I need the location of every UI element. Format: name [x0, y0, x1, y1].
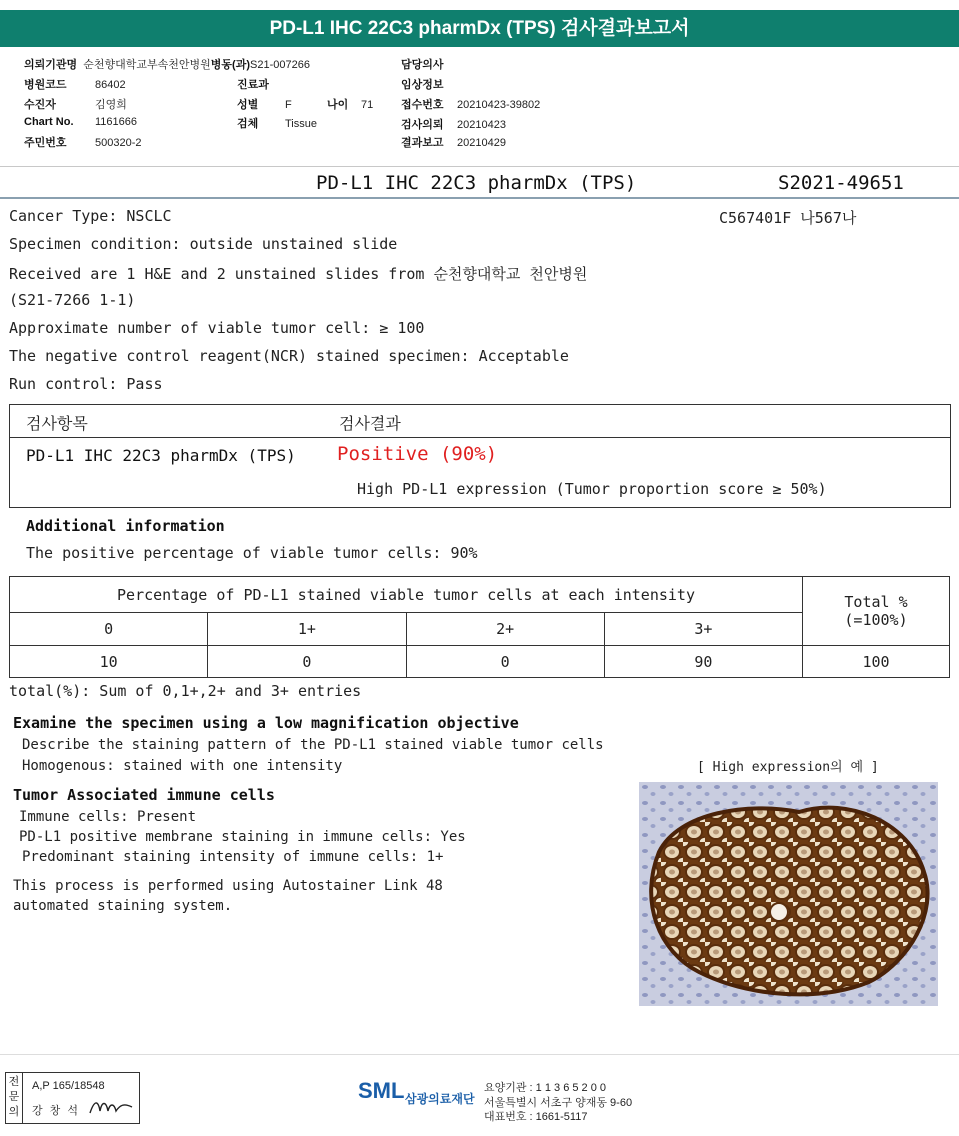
test-item-header: 검사항목: [26, 414, 88, 433]
footer-line-1: 요양기관 : 1 1 3 6 5 2 0 0: [484, 1082, 607, 1094]
expression-note: High PD-L1 expression (Tumor proportion score ≥ 50%): [357, 480, 827, 498]
org-name: 삼광의료재단: [405, 1092, 475, 1106]
request-date-label: 검사의뢰: [401, 119, 444, 131]
specialist-label: [6, 1073, 23, 1123]
intensity-value-2plus: 0: [406, 646, 604, 678]
clinic-label: 진료과: [237, 79, 269, 91]
sml-logo-text: SML: [358, 1078, 405, 1103]
examine-line-2: Homogenous: stained with one intensity: [22, 758, 343, 774]
resident-no-label: 주민번호: [24, 137, 67, 149]
specimen-value: Tissue: [285, 118, 317, 130]
age-value: 71: [361, 99, 374, 111]
age-label: 나이: [327, 99, 349, 111]
chart-no-value: 1161666: [95, 116, 138, 128]
receipt-no-label: 접수번호: [401, 99, 444, 111]
specimen-code: C567401F 나567나: [719, 209, 857, 227]
sex-value: F: [285, 99, 292, 111]
received-slides: Received are 1 H&E and 2 unstained slides from 순천향대학교 천안병원: [9, 265, 588, 283]
intensity-header-0: 0: [10, 613, 208, 646]
sml-logo: [358, 1078, 404, 1104]
ward-label: 병동(과): [210, 59, 250, 71]
patient-label: 수진자: [24, 99, 56, 111]
ncr-status: The negative control reagent(NCR) stained specimen: Acceptable: [9, 347, 569, 365]
hospital-code-value: 86402: [95, 79, 126, 91]
header-divider: [0, 166, 959, 167]
run-control: Run control: Pass: [9, 375, 163, 393]
tic-line-3: Predominant staining intensity of immune cells: 1+: [22, 849, 444, 865]
examine-line-1: Describe the staining pattern of the PD-L1 stained viable tumor cells: [22, 737, 604, 753]
intensity-header-3plus: 3+: [604, 613, 802, 646]
test-name-heading: PD-L1 IHC 22C3 pharmDx (TPS): [316, 172, 637, 194]
specialist-box: [5, 1072, 140, 1124]
sex-age-row: [237, 96, 373, 112]
clinical-info-label: 임상정보: [401, 79, 444, 91]
doctor-name: 강 창 석: [32, 1105, 80, 1117]
slide-id: (S21-7266 1-1): [9, 291, 136, 309]
report-title-underline: [0, 197, 959, 199]
viable-cell-count: Approximate number of viable tumor cell: ≥ 100: [9, 319, 425, 337]
total-header: [803, 577, 950, 646]
additional-info-text: The positive percentage of viable tumor cells: 90%: [26, 544, 478, 562]
request-date-value: 20210423: [457, 119, 506, 131]
process-line-1: This process is performed using Autostainer Link 48: [13, 878, 443, 894]
total-value: 100: [803, 646, 950, 678]
footer-divider: [0, 1054, 959, 1055]
resident-no-value: 500320-2: [95, 137, 142, 149]
specialist-label-text: 전문의: [8, 1076, 20, 1118]
receipt-no-row: [401, 96, 540, 112]
intensity-value-0: 10: [10, 646, 208, 678]
chart-no-label: Chart No.: [24, 116, 74, 128]
chart-no-row: [24, 116, 137, 128]
intensity-value-3plus: 90: [604, 646, 802, 678]
total-header-line1: Total %: [844, 593, 908, 611]
table-note: total(%): Sum of 0,1+,2+ and 3+ entries: [9, 682, 362, 700]
footer-line-2: 서울특별시 서초구 양재동 9-60: [484, 1097, 633, 1109]
tic-title: Tumor Associated immune cells: [13, 786, 275, 804]
examine-title: Examine the specimen using a low magnification objective: [13, 714, 519, 732]
test-item: PD-L1 IHC 22C3 pharmDx (TPS): [26, 446, 296, 465]
intensity-value-1plus: 0: [208, 646, 406, 678]
intensity-table: [9, 576, 950, 678]
doctor-row: [401, 56, 444, 72]
tic-line-1: Immune cells: Present: [19, 809, 197, 825]
report-title: PD-L1 IHC 22C3 pharmDx (TPS) 검사결과보고서: [0, 10, 959, 47]
result-box-divider: [10, 437, 950, 438]
high-expression-image: [639, 782, 938, 1006]
doctor-label: 담당의사: [401, 59, 444, 71]
clinic-row: [237, 76, 269, 92]
additional-info-title: Additional information: [26, 517, 225, 535]
specimen-row: [237, 115, 317, 131]
example-image-caption: [ High expression의 예 ]: [697, 760, 879, 775]
hospital-row: [24, 56, 310, 72]
ward-value: S21-007266: [250, 59, 310, 71]
intensity-table-caption: Percentage of PD-L1 stained viable tumor cells at each intensity: [10, 577, 803, 613]
tic-line-2: PD-L1 positive membrane staining in immune cells: Yes: [19, 829, 466, 845]
report-date-label: 결과보고: [401, 137, 444, 149]
intensity-header-1plus: 1+: [208, 613, 406, 646]
patient-value: 김영희: [95, 99, 127, 111]
report-number: S2021-49651: [778, 172, 904, 194]
specimen-condition: Specimen condition: outside unstained slide: [9, 235, 398, 253]
resident-no-row: [24, 134, 142, 150]
ap-number: A,P 165/18548: [32, 1080, 105, 1092]
report-date-value: 20210429: [457, 137, 506, 149]
cancer-type: Cancer Type: NSCLC: [9, 207, 172, 225]
receipt-no-value: 20210423-39802: [457, 99, 541, 111]
request-date-row: [401, 116, 506, 132]
hospital-value: 순천향대학교부속천안병원: [83, 59, 211, 71]
sex-label: 성별: [237, 99, 259, 111]
intensity-header-2plus: 2+: [406, 613, 604, 646]
total-header-line2: (=100%): [844, 611, 908, 629]
test-result-positive: Positive (90%): [337, 443, 498, 465]
hospital-label: 의뢰기관명: [24, 59, 78, 71]
specimen-label: 검체: [237, 118, 259, 130]
doctor-signature: [88, 1097, 134, 1117]
patient-row: [24, 96, 127, 112]
hospital-code-row: [24, 76, 126, 92]
hospital-code-label: 병원코드: [24, 79, 67, 91]
test-result-header: 검사결과: [339, 414, 401, 433]
report-date-row: [401, 134, 506, 150]
process-line-2: automated staining system.: [13, 898, 233, 914]
footer-line-3: 대표번호 : 1661-5117: [484, 1111, 588, 1123]
clinical-info-row: [401, 76, 444, 92]
